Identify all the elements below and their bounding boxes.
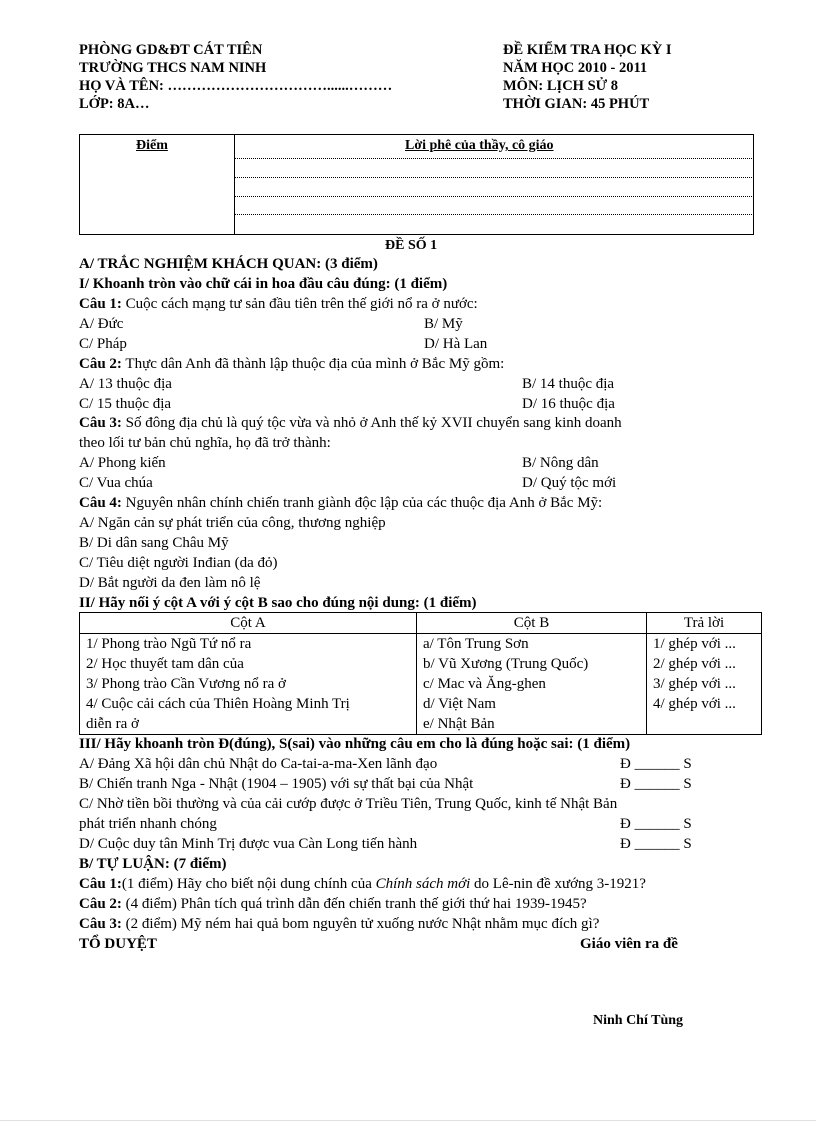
q2-option-a: A/ 13 thuộc địa [79,376,172,392]
tf-statement-a: A/ Đảng Xã hội dân chủ Nhật do Ca-tai-a-ma-Xen lãnh đạo [79,756,438,772]
essay-question-1: Câu 1:(1 điểm) Hãy cho biết nội dung chính của Chính sách mới do Lê-nin đề xướng 3-1921? [79,876,646,892]
column-a-item: 1/ Phong trào Ngũ Tứ nổ ra [86,636,252,652]
column-a-item: 3/ Phong trào Cần Vương nổ ra ở [86,676,286,692]
tf-statement-d: D/ Cuộc duy tân Minh Trị được vua Càn Long tiến hành [79,836,418,852]
comment-label: Lời phê của thầy, cô giáo [405,138,554,153]
column-b-item: e/ Nhật Bản [423,716,495,732]
column-b-cell [417,634,647,735]
q3-option-b: B/ Nông dân [522,455,599,471]
column-a-cell [80,634,417,735]
column-a-item: 2/ Học thuyết tam dân của [86,656,244,672]
teacher-signature-name: Ninh Chí Tùng [593,1013,684,1028]
tf-statement-c-cont: phát triển nhanh chóng [79,816,217,832]
page-edge [0,1120,816,1121]
comment-line [234,196,752,197]
tf-mark-d: Đ ______ S [620,836,692,852]
q1-option-d: D/ Hà Lan [424,336,488,352]
answer-column-header: Trả lời [647,613,762,634]
subject: MÔN: LỊCH SỬ 8 [503,78,619,94]
answer-item: 1/ ghép với ... [653,636,736,652]
part2-title: II/ Hãy nối ý cột A với ý cột B sao cho đúng nội dung: (1 điểm) [79,595,477,611]
answer-cell [647,634,762,735]
score-label: Điểm [136,138,168,153]
essay-question-2: Câu 2: (4 điểm) Phân tích quá trình dẫn đến chiến tranh thế giới thứ hai 1939-1945? [79,896,587,912]
q1-option-c: C/ Pháp [79,336,127,352]
class-field: LỚP: 8A… [79,96,150,112]
q4-option-a: A/ Ngăn cản sự phát triển của công, thương nghiệp [79,515,386,531]
answer-item: 4/ ghép với ... [653,696,736,712]
q1-option-a: A/ Đức [79,316,124,332]
column-b-item: b/ Vũ Xương (Trung Quốc) [423,656,589,672]
q3-option-d: D/ Quý tộc mới [522,475,617,491]
answer-item: 3/ ghép với ... [653,676,736,692]
tf-mark-a: Đ ______ S [620,756,692,772]
question-4: Câu 4: Nguyên nhân chính chiến tranh giành độc lập của các thuộc địa Anh ở Bắc Mỹ: [79,495,603,511]
question-3-cont: theo lối tư bản chủ nghĩa, họ đã trở thành: [79,435,331,451]
section-b-title: B/ TỰ LUẬN: (7 điểm) [79,856,227,872]
matching-table [79,612,762,735]
grade-box-divider [234,134,235,234]
exam-title: ĐỀ KIỂM TRA HỌC KỲ I [503,42,672,58]
tf-mark-b: Đ ______ S [620,776,692,792]
tf-statement-b: B/ Chiến tranh Nga - Nhật (1904 – 1905) với sự thất bại của Nhật [79,776,474,792]
question-1: Câu 1: Cuộc cách mạng tư sản đầu tiên trên thế giới nổ ra ở nước: [79,296,478,312]
exam-code: ĐỀ SỐ 1 [385,238,438,253]
part1-title: I/ Khoanh tròn vào chữ cái in hoa đầu câu đúng: (1 điểm) [79,276,448,292]
comment-line [234,158,752,159]
question-2: Câu 2: Thực dân Anh đã thành lập thuộc địa của mình ở Bắc Mỹ gồm: [79,356,505,372]
column-b-item: a/ Tôn Trung Sơn [423,636,529,652]
question-3: Câu 3: Số đông địa chủ là quý tộc vừa và nhỏ ở Anh thế kỷ XVII chuyển sang kinh doanh [79,415,622,431]
comment-line [234,177,752,178]
teacher-label: Giáo viên ra đề [580,936,678,952]
column-b-header: Cột B [417,613,647,634]
q3-option-a: A/ Phong kiến [79,455,166,471]
q4-option-d: D/ Bắt người da đen làm nô lệ [79,575,261,591]
tf-statement-c: C/ Nhờ tiền bồi thường và của cải cướp được ở Triều Tiên, Trung Quốc, kinh tế Nhật Bản [79,796,618,812]
q3-option-c: C/ Vua chúa [79,475,153,491]
q2-option-b: B/ 14 thuộc địa [522,376,615,392]
q4-option-b: B/ Di dân sang Châu Mỹ [79,535,229,551]
column-b-item: d/ Việt Nam [423,696,496,712]
q2-option-c: C/ 15 thuộc địa [79,396,172,412]
student-name-field: HỌ VÀ TÊN: ……………………………......……… [79,78,393,94]
q2-option-d: D/ 16 thuộc địa [522,396,615,412]
column-a-header: Cột A [80,613,417,634]
school-year: NĂM HỌC 2010 - 2011 [503,60,648,76]
column-a-item: 4/ Cuộc cải cách của Thiên Hoàng Minh Trị [86,696,350,712]
department-approval: TỔ DUYỆT [79,936,157,952]
q1-option-b: B/ Mỹ [424,316,463,332]
tf-mark-c: Đ ______ S [620,816,692,832]
column-b-item: c/ Mac và Ăng-ghen [423,676,546,692]
q4-option-c: C/ Tiêu diệt người Inđian (da đỏ) [79,555,278,571]
essay-question-3: Câu 3: (2 điểm) Mỹ ném hai quả bom nguyên tử xuống nước Nhật nhằm mục đích gì? [79,916,600,932]
duration: THỜI GIAN: 45 PHÚT [503,96,650,112]
department-name: PHÒNG GD&ĐT CÁT TIÊN [79,42,263,58]
column-a-item: diễn ra ở [86,716,139,732]
part3-title: III/ Hãy khoanh tròn Đ(đúng), S(sai) vào những câu em cho là đúng hoặc sai: (1 điểm) [79,736,631,752]
section-a-title: A/ TRẮC NGHIỆM KHÁCH QUAN: (3 điểm) [79,256,378,272]
school-name: TRƯỜNG THCS NAM NINH [79,60,267,76]
comment-line [234,214,752,215]
answer-item: 2/ ghép với ... [653,656,736,672]
